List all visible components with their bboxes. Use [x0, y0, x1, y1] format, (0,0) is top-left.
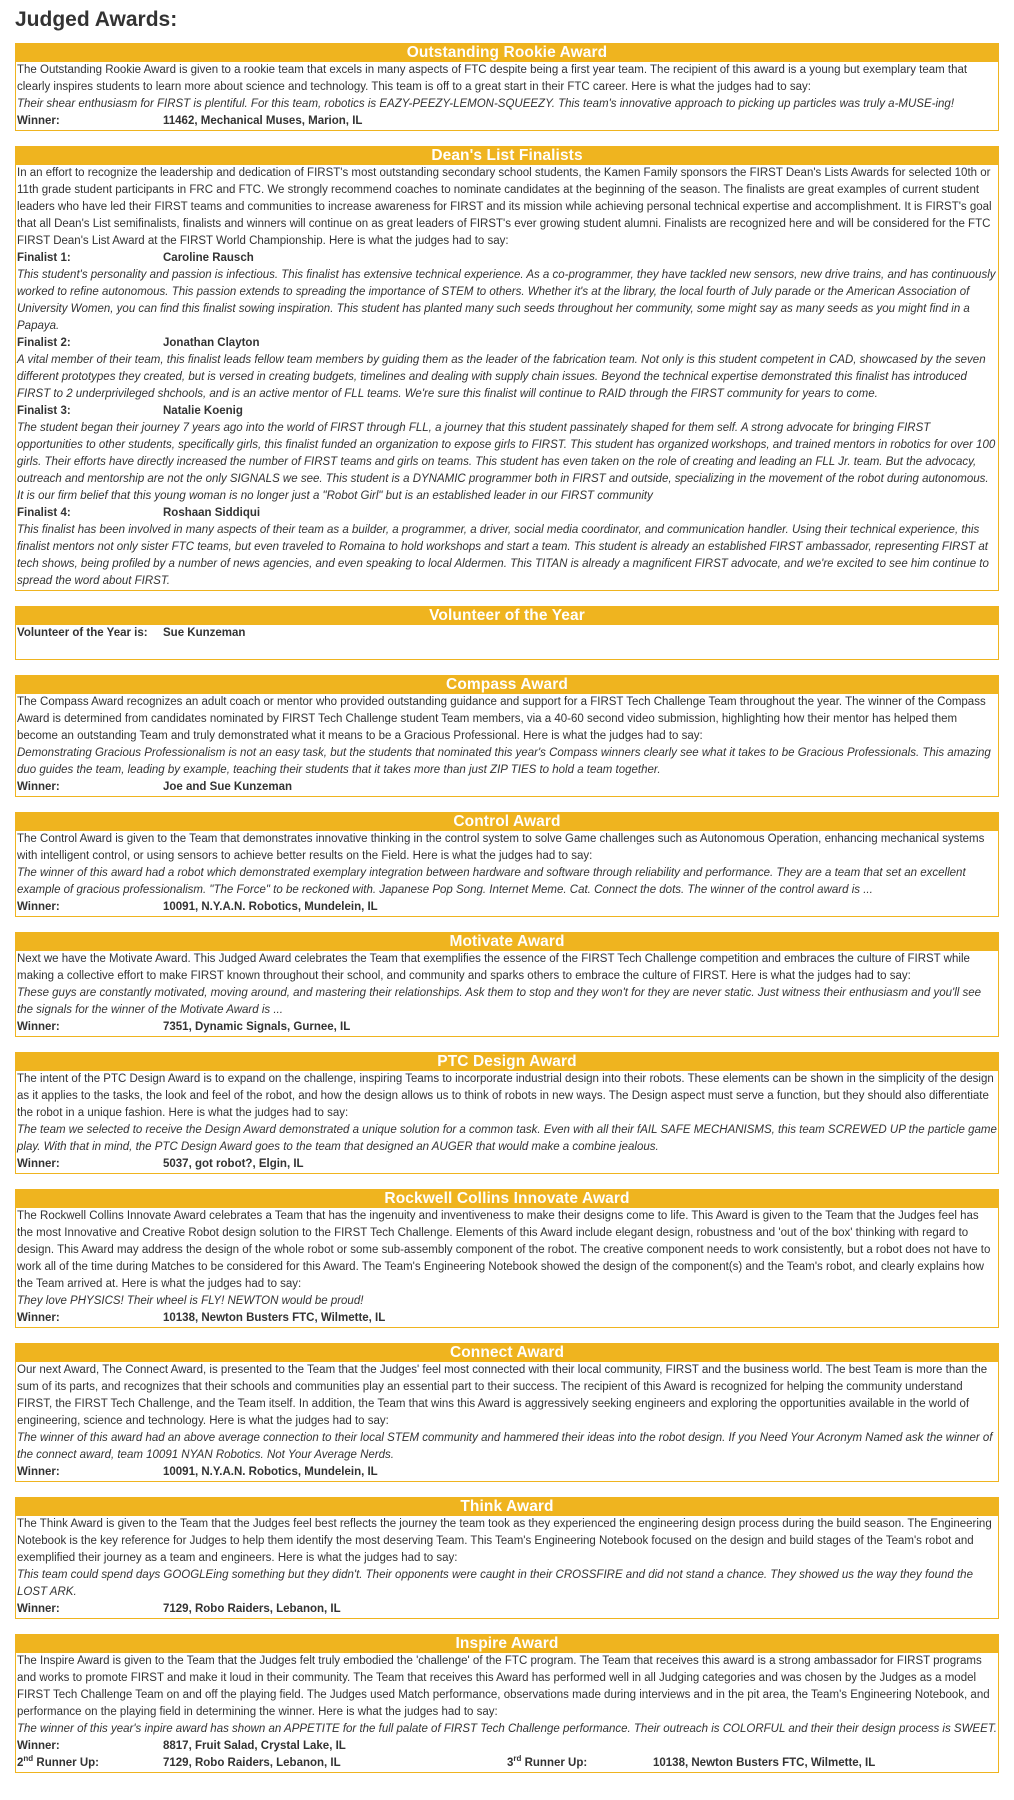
award-think: [15, 1497, 999, 1619]
award-description: The Think Award is given to the Team that the Judges feel best reflects the journey the team took as they experienced the engineering design process during the build season. The Engineering Notebook is the key reference for Judges to help them identify the most deserving Team. This Team's Engineering Notebook focused on the design and build stages of the Team's robot and exemplified their journey as a team and engineers. Here is what the judges had to say:: [17, 1518, 992, 1564]
judges-quote: They love PHYSICS! Their wheel is FLY! NEWTON would be proud!: [17, 1295, 364, 1307]
winner-value: 10091, N.Y.A.N. Robotics, Mundelein, IL: [163, 901, 378, 913]
finalist-quote: A vital member of their team, this finalist leads fellow team members by guiding them as the leader of the fabrication team. Not only is this student competent in CAD, showcased by the seven different prototypes they created, but is versed in creating budgets, timelines and dealing with supply chain issues. Beyond the technical expertise demonstrated this finalist has introduced FIRST to 2 underprivileged shchools, and is an active mentor of FLL teams. We're sure this finalist will continue to RAID through the FIRST community for years to come.: [17, 354, 986, 400]
judges-quote: This team could spend days GOOGLEing something but they didn't. Their opponents were caught in their CROSSFIRE and did not stand a chance. They showed us the way they found the LOST ARK.: [17, 1569, 973, 1598]
winner-label: Winner:: [17, 115, 60, 127]
winner-value: 10138, Newton Busters FTC, Wilmette, IL: [163, 1312, 386, 1324]
winner-label: Winner:: [17, 781, 60, 793]
winner-row: [17, 113, 997, 130]
volunteer-label: Volunteer of the Year is:: [17, 627, 148, 639]
award-title: Control Award: [16, 813, 998, 831]
award-title: Volunteer of the Year: [16, 607, 998, 625]
award-connect: [15, 1343, 999, 1482]
award-deans-list: [15, 146, 999, 591]
winner-label: Winner:: [17, 1466, 60, 1478]
second-runner-up-value: 7129, Robo Raiders, Lebanon, IL: [163, 1757, 341, 1769]
judges-quote: These guys are constantly motivated, moving around, and mastering their relationships. Ask them to stop and they won't for they are never static. Just witness their enthusiasm and you'll see the signals for the winner of the Motivate Award is ...: [17, 987, 982, 1016]
finalist-row: [17, 403, 997, 420]
finalist-label: Finalist 2:: [17, 337, 71, 349]
winner-row: [17, 1738, 997, 1755]
winner-row: [17, 899, 997, 916]
award-title: Outstanding Rookie Award: [16, 44, 998, 62]
judges-quote: The winner of this award had an above average connection to their local STEM community and hammered their ideas into the robot design. If you Need Your Acronym Named ask the winner of the connect award, team 10091 NYAN Robotics. Not Your Average Nerds.: [17, 1432, 993, 1461]
volunteer-row: [17, 625, 997, 642]
award-motivate: [15, 932, 999, 1037]
award-description: The intent of the PTC Design Award is to expand on the challenge, inspiring Teams to incorporate industrial design into their robots. These elements can be shown in the simplicity of the design as it applies to the tasks, the look and feel of the robot, and how the design allows us to think of robots in new ways. The Design aspect must serve a function, but they should also differentiate the robot in a unique fashion. Here is what the judges had to say:: [17, 1073, 994, 1119]
award-control: [15, 812, 999, 917]
award-description: The Control Award is given to the Team that demonstrates innovative thinking in the control system to solve Game challenges such as Autonomous Operation, enhancing mechanical systems with intelligent control, or using sensors to achieve better results on the Field. Here is what the judges had to say:: [17, 833, 985, 862]
judges-quote: Demonstrating Gracious Professionalism is not an easy task, but the students that nominated this year's Compass winners clearly see what it takes to be Gracious Professionals. This amazing duo guides the team, leading by example, teaching their students that it takes more than just ZIP TIES to hold a team together.: [17, 747, 991, 776]
award-volunteer: [15, 606, 999, 660]
finalist-quote: This student's personality and passion is infectious. This finalist has extensive technical experience. As a co-programmer, they have tackled new sensors, new drive trains, and has continuously worked to refine autonomous. This passion extends to spreading the importance of STEM to others. Whether it's at the library, the local fourth of July parade or the American Association of University Women, you can find this finalist sowing inspiration. This student has planted many such seeds throughout her community, some might say as many seeds as you might find in a Papaya.: [17, 269, 996, 332]
award-title: Inspire Award: [16, 1635, 998, 1653]
finalist-quote: This finalist has been involved in many aspects of their team as a builder, a programmer, a driver, social media coordinator, and communication handler. Using their technical experience, this finalist mentors not only sister FTC teams, but even traveled to Romaina to hold workshops and start a team. This student is already an established FIRST ambassador, representing FIRST at tech shows, being profiled by a number of news agencies, and even speaking to local Aldermen. This TITAN is already a magnificent FIRST advocate, and we're excited to see him continue to spread the word about FIRST.: [17, 524, 989, 587]
finalist-quote: The student began their journey 7 years ago into the world of FIRST through FLL, a journey that this student passinately shaped for them self. A strong advocate for bringing FIRST opportunities to other students, specifically girls, this finalist funded an organization to expose girls to FIRST. This student has organized workshops, and trained mentors in robotics for over 100 girls. Their efforts have directly increased the number of FIRST teams and girls on teams. This student has even taken on the role of creating and leading an FLL Jr. team. But the advocacy, outreach and mentorship are not the only SIGNALS we see. This student is a DYNAMIC programmer both in FIRST and outside, specializing in the movement of the robot during autonomous. It is our firm belief that this young woman is no longer just a "Robot Girl" but is an established leader in our FIRST community: [17, 422, 996, 502]
judges-quote: Their shear enthusiasm for FIRST is plentiful. For this team, robotics is EAZY-PEEZY-LEMON-SQUEEZY. This team's innovative approach to picking up particles was truly a-MUSE-ing!: [17, 98, 955, 110]
award-title: Think Award: [16, 1498, 998, 1516]
finalist-label: Finalist 4:: [17, 507, 71, 519]
winner-value: Joe and Sue Kunzeman: [163, 781, 293, 793]
winner-value: 5037, got robot?, Elgin, IL: [163, 1158, 304, 1170]
third-runner-up-label: 3rd Runner Up:: [507, 1754, 588, 1769]
finalist-name: Natalie Koenig: [163, 405, 243, 417]
finalist-name: Jonathan Clayton: [163, 337, 260, 349]
winner-label: Winner:: [17, 1158, 60, 1170]
award-rockwell-innovate: [15, 1189, 999, 1328]
award-ptc-design: [15, 1052, 999, 1174]
winner-row: [17, 1019, 997, 1036]
award-description: The Outstanding Rookie Award is given to a rookie team that excels in many aspects of FTC despite being a first year team. The recipient of this award is a young but exemplary team that clearly inspires students to learn more about science and technology. This team is off to a great start in their FTC career. Here is what the judges had to say:: [17, 64, 968, 93]
finalist-row: [17, 250, 997, 267]
winner-label: Winner:: [17, 901, 60, 913]
finalist-row: [17, 335, 997, 352]
winner-value: 7129, Robo Raiders, Lebanon, IL: [163, 1603, 341, 1615]
finalist-name: Caroline Rausch: [163, 252, 254, 264]
judges-quote: The winner of this year's inpire award has shown an APPETITE for the full palate of FIRST Tech Challenge performance. Their outreach is COLORFUL and their their design process is SWEET.: [17, 1723, 997, 1735]
second-runner-up-label: 2nd Runner Up:: [17, 1754, 99, 1769]
finalist-name: Roshaan Siddiqui: [163, 507, 261, 519]
award-title: Compass Award: [16, 676, 998, 694]
finalist-label: Finalist 3:: [17, 405, 71, 417]
award-description: Next we have the Motivate Award. This Judged Award celebrates the Team that exemplifies the essence of the FIRST Tech Challenge competition and embraces the culture of FIRST while making a collective effort to make FIRST known throughout their school, and community and sparks others to embrace the culture of FIRST. Here is what the judges had to say:: [17, 953, 970, 982]
winner-value: 7351, Dynamic Signals, Gurnee, IL: [163, 1021, 351, 1033]
winner-row: [17, 1464, 997, 1481]
page-title: Judged Awards:: [15, 8, 178, 31]
winner-label: Winner:: [17, 1021, 60, 1033]
volunteer-name: Sue Kunzeman: [163, 627, 246, 639]
award-description: The Compass Award recognizes an adult coach or mentor who provided outstanding guidance and support for a FIRST Tech Challenge Team throughout the year. The winner of the Compass Award is determined from candidates nominated by FIRST Tech Challenge student Team members, via a 40-60 second video submission, highlighting how their mentor has helped them become an outstanding Team and truly demonstrated what it means to be a Gracious Professional. Here is what the judges had to say:: [17, 696, 986, 742]
award-description: In an effort to recognize the leadership and dedication of FIRST's most outstanding secondary school students, the Kamen Family sponsors the FIRST Dean's Lists Awards for selected 10th or 11th grade student participants in FRC and FTC. We strongly recommend coaches to nominate candidates at the beginning of the season. The finalists are great examples of current student leaders who have led their FIRST teams and communities to increase awareness for FIRST and its mission while achieving personal technical expertise and accomplishment. It is FIRST's goal that all Dean's List semifinalists, finalists and winners will continue on as great leaders of FIRST's ever growing student alumni. Finalists are recognized here and will be considered for the FTC FIRST Dean's List Award at the FIRST World Championship. Here is what the judges had to say:: [17, 167, 992, 247]
finalist-label: Finalist 1:: [17, 252, 71, 264]
judges-quote: The team we selected to receive the Design Award demonstrated a unique solution for a common task. Even with all their fAIL SAFE MECHANISMS, this team SCREWED UP the particle game play. With that in mind, the PTC Design Award goes to the team that designed an AUGER that would make a combine jealous.: [17, 1124, 997, 1153]
award-title: Rockwell Collins Innovate Award: [16, 1190, 998, 1208]
winner-row: [17, 1601, 997, 1618]
award-description: The Rockwell Collins Innovate Award celebrates a Team that has the ingenuity and inventiveness to make their designs come to life. This Award is given to the Team that the Judges feel has the most Innovative and Creative Robot design solution to the FIRST Tech Challenge. Elements of this Award include elegant design, robustness and 'out of the box' thinking with regard to design. This Award may address the design of the whole robot or some sub-assembly component of the robot. The creative component needs to work consistently, but a robot does not have to work all of the time during Matches to be considered for this Award. The Team's Engineering Notebook showed the design of the component(s) and the Team's robot, and clearly explains how the Team arrived at. Here is what the judges had to say:: [17, 1210, 991, 1290]
winner-value: 8817, Fruit Salad, Crystal Lake, IL: [163, 1740, 346, 1752]
runner-up-row: [17, 1755, 997, 1772]
judges-quote: The winner of this award had a robot which demonstrated exemplary integration between hardware and software through reliability and performance. They are a team that set an excellent example of gracious professionalism. "The Force" to be reckoned with. Japanese Pop Song. Internet Meme. Cat. Connect the dots. The winner of the control award is ...: [17, 867, 966, 896]
award-inspire: [15, 1634, 999, 1773]
winner-label: Winner:: [17, 1312, 60, 1324]
finalist-row: [17, 505, 997, 522]
award-compass: [15, 675, 999, 797]
award-title: Connect Award: [16, 1344, 998, 1362]
award-title: Dean's List Finalists: [16, 147, 998, 165]
award-rookie: [15, 43, 999, 131]
winner-value: 11462, Mechanical Muses, Marion, IL: [163, 115, 363, 127]
winner-row: [17, 1156, 997, 1173]
award-description: The Inspire Award is given to the Team that the Judges felt truly embodied the 'challenge' of the FTC program. The Team that receives this award is a strong ambassador for FIRST programs and works to promote FIRST and make it loud in their community. The Team that receives this Award has performed well in all Judging categories and was chosen by the Judges as a model FIRST Tech Challenge Team on and off the playing field. The Judges used Match performance, observations made during interviews and in the pit area, the Team's Engineering Notebook, and performance on the playing field in determining the winner. Here is what the judges had to say:: [17, 1655, 990, 1718]
winner-label: Winner:: [17, 1740, 60, 1752]
winner-label: Winner:: [17, 1603, 60, 1615]
third-runner-up-value: 10138, Newton Busters FTC, Wilmette, IL: [653, 1757, 876, 1769]
award-title: Motivate Award: [16, 933, 998, 951]
award-description: Our next Award, The Connect Award, is presented to the Team that the Judges' feel most connected with their local community, FIRST and the business world. The best Team is more than the sum of its parts, and recognizes that their schools and communities play an essential part to their success. The recipient of this Award is recognized for helping the community understand FIRST, the FIRST Tech Challenge, and the Team itself. In addition, the Team that wins this Award is aggressively seeking engineers and exploring the opportunities available in the world of engineering, science and technology. Here is what the judges had to say:: [17, 1364, 988, 1427]
winner-row: [17, 779, 997, 796]
winner-row: [17, 1310, 997, 1327]
award-title: PTC Design Award: [16, 1053, 998, 1071]
winner-value: 10091, N.Y.A.N. Robotics, Mundelein, IL: [163, 1466, 378, 1478]
